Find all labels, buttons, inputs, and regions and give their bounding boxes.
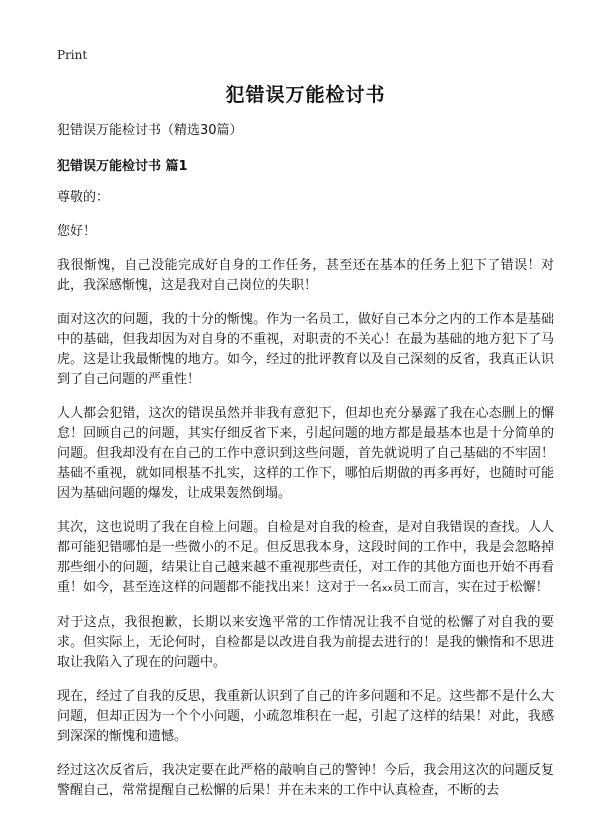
salutation: 尊敬的： (57, 190, 110, 205)
body-paragraph-6: 现在，经过了自我的反思，我重新认识到了自己的许多问题和不足。这些都不是什么大问题，但却正因为一个个小问题，小疏忽堆积在一起，引起了这样的结果！对此，我感到深深的惭愧和遗憾。 (57, 689, 554, 744)
body-paragraph-4 (57, 518, 554, 599)
section-heading: 犯错误万能检讨书 篇1 (57, 159, 188, 174)
body-paragraph-2: 面对这次的问题，我的十分的惭愧。作为一名员工，做好自己本分之内的工作本是基础中的基础，但我却因为对自身的不重视，对职责的不关心！在最为基础的地方犯下了马虎。这是让我最惭愧的地方。如今，经过的批评教育以及自己深刻的反省，我真正认识到了自己问题的严重性！ (57, 312, 554, 387)
greeting: 您好！ (57, 224, 97, 239)
document-subtitle: 犯错误万能检讨书（精选30篇） (57, 123, 243, 138)
body-paragraph-7: 经过这次反省后，我决定要在此严格的敲响自己的警钟！今后，我会用这次的问题反复警醒自己，常常提醒自己松懈的后果！并在未来的工作中认真检查，不断的去 (57, 763, 554, 798)
placeholder-tag: xx (382, 584, 393, 594)
body-paragraph-5: 对于这点，我很抱歉，长期以来安逸平常的工作情况让我不自觉的松懈了对自我的要求。但实际上，无论何时，自检都是以改进自我为前提去进行的！是我的懒惰和不思进取让我陷入了现在的问题中。 (57, 615, 554, 670)
document-title: 犯错误万能检讨书 (225, 84, 386, 106)
body-paragraph-4-text: 其次，这也说明了我在自检上问题。自检是对自我的检查，是对自我错误的查找。人人都可能犯错哪怕是一些微小的不足。但反思我本身，这段时间的工作中，我是会忽略掉那些细小的问题，结果让自己越来越不重视那些责任，对工作的其他方面也开始不再看重！如今，甚至连这样的问题都不能找出来！这对于一名 (57, 520, 554, 595)
body-paragraph-4-tail: 员工而言，实在过于松懈！ (392, 580, 549, 595)
print-link[interactable]: Print (57, 48, 88, 62)
body-paragraph-1: 我很惭愧，自己没能完成好自身的工作任务，甚至还在基本的任务上犯下了错误！对此，我深感惭愧，这是我对自己岗位的失职！ (57, 258, 554, 293)
body-paragraph-3: 人人都会犯错，这次的错误虽然并非我有意犯下，但却也充分暴露了我在心态删上的懈怠！回顾自己的问题，其实仔细反省下来，引起问题的地方都是最基本也是十分简单的问题。但我却没有在自己的工作中意识到这些问题，首先就说明了自己基础的不牢固！基础不重视，就如同根基不扎实，这样的工作下，哪怕后期做的再多再好，也随时可能因为基础问题的爆发，让成果轰然倒塌。 (57, 406, 554, 501)
